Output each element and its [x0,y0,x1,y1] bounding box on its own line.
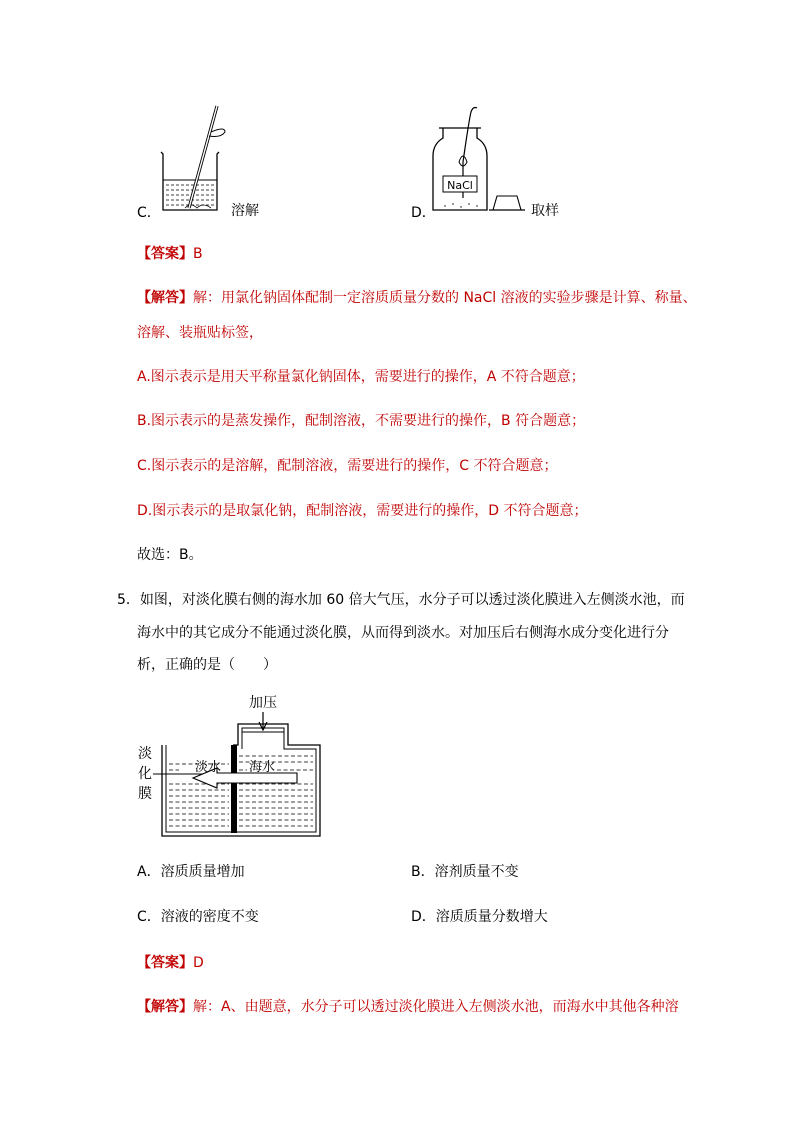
q4-answer [137,244,203,264]
q5-stem-line2: 海水中的其它成分不能通过淡化膜，从而得到淡水。对加压后右侧海水成分变化进行分 [137,625,669,641]
membrane-label-1: 淡 [138,746,152,762]
sea-water-label: 海水 [249,760,276,775]
q5-option-a: A．溶质质量增加 [137,864,245,880]
q4-item-c: C.图示表示的是溶解，配制溶液，需要进行的操作，C 不符合题意； [137,458,558,474]
q4-answer-label: 【答案】 [137,246,193,262]
q4-explanation-line2: 溶解、装瓶贴标签， [137,325,263,341]
q4-item-b: B.图示表示的是蒸发操作，配制溶液，不需要进行的操作，B 符合题意； [137,413,586,429]
option-d-letter: D． [411,205,436,221]
q5-option-b: B．溶剂质量不变 [411,864,519,880]
option-c-caption: 溶解 [231,203,259,219]
fresh-water-label: 淡水 [195,760,222,775]
q5-explanation-line1 [137,997,679,1017]
q4-explain-label: 【解答】 [137,290,193,306]
q5-stem-line3: 析，正确的是（ ） [137,657,277,673]
option-d-caption: 取样 [531,203,559,219]
q5-answer-value: D [193,955,204,971]
q5-answer-label: 【答案】 [137,955,193,971]
pressure-label: 加压 [249,695,277,711]
q4-conclusion: 故选：B。 [137,547,203,563]
reagent-bottle-figure [425,100,535,215]
q5-answer [137,953,204,973]
desalination-diagram [135,690,335,840]
option-c-letter: C． [137,205,161,221]
q5-explain-label: 【解答】 [137,999,193,1015]
q5-option-d: D．溶质质量分数增大 [411,909,548,925]
q4-answer-value: B [193,246,203,262]
beaker-dissolve-figure [155,100,235,215]
q4-explanation-line1 [137,288,697,308]
q4-explain-text-1: 解：用氯化钠固体配制一定溶质质量分数的 NaCl 溶液的实验步骤是计算、称量、 [193,290,697,306]
q5-explain-text-1: 解：A、由题意，水分子可以透过淡化膜进入左侧淡水池，而海水中其他各种溶 [193,999,679,1015]
membrane-label-2: 化 [138,766,152,782]
q5-option-c: C．溶液的密度不变 [137,909,259,925]
nacl-label: NaCl [447,179,473,192]
q4-item-d: D.图示表示的是取氯化钠，配制溶液，需要进行的操作，D 不符合题意； [137,503,588,519]
q4-item-a: A.图示表示是用天平称量氯化钠固体，需要进行的操作，A 不符合题意； [137,369,585,385]
membrane-label-3: 膜 [138,786,152,802]
q5-stem-line1: 5．如图，对淡化膜右侧的海水加 60 倍大气压，水分子可以透过淡化膜进入左侧淡水池，而 [117,592,685,608]
